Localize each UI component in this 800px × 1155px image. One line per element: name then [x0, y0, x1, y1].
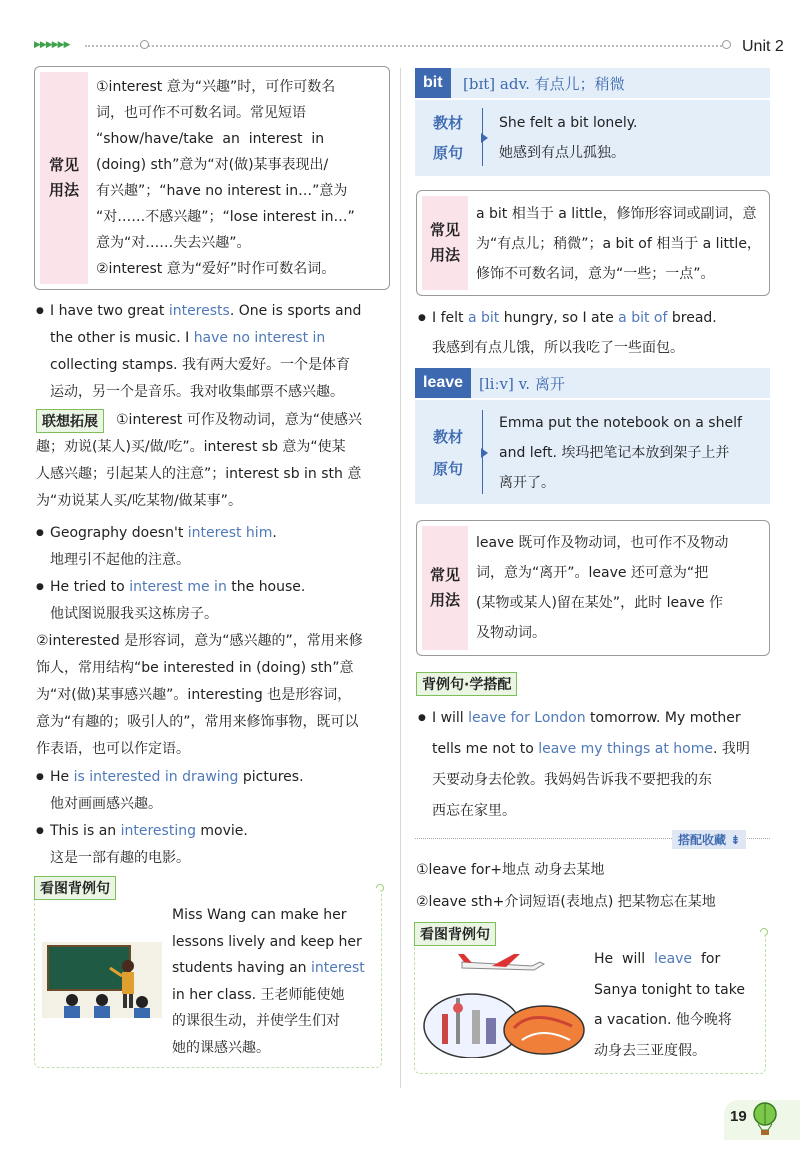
- header-rule: [85, 45, 725, 47]
- textbook-example-bit: [415, 100, 770, 176]
- memorize-tag: 背例句·学搭配: [416, 672, 517, 696]
- header-dot-icon: [140, 40, 149, 49]
- classroom-illustration: [42, 942, 162, 1018]
- usage-label: 常见 用法: [422, 526, 468, 650]
- usage-line: 词，也可作不可数名词。常见短语: [96, 105, 306, 121]
- usage-text-bit: a bit 相当于 a little，修饰形容词或副词，意 为“有点儿；稍微”；a bit of 相当于 a little， 修饰不可数名词，意为“一些；一点”。: [476, 206, 761, 282]
- header-arrows-icon: ▶▶▶▶▶▶: [34, 40, 70, 50]
- header-dot-icon: [722, 40, 731, 49]
- example-sentence: ● I will leave for London tomorrow. My mother tells me not to leave my things at home. 我明 天要动身去伦敦。我妈妈告诉我不要把我的东 西忘在家里。: [432, 703, 777, 827]
- pic-sentence: Miss Wang can make her lessons lively and keep her students having an interest in her class. 王老师能使她 的课很生动，并使学生们对 她的课感兴趣。: [172, 907, 365, 1056]
- assoc-text: ①interest 可作及物动词，意为“使感兴 趣；劝说(某人)买/做/吃”。interest sb 意为“使某 人感兴趣；引起某人的注意”；interest sb in sth 意 为“劝说某人买/吃某物/做某事”。: [36, 412, 362, 509]
- usage-line: “对……不感兴趣”；“lose interest in…”: [96, 209, 355, 225]
- example-sentence: ● Geography doesn't interest him. 地理引不起他的注意。: [50, 520, 395, 574]
- example-text: Emma put the notebook on a shelf and left. 埃玛把笔记本放到架子上并 离开了。: [499, 415, 742, 491]
- usage-label: 常见 用法: [422, 196, 468, 290]
- usage-line: 有兴趣”；“have no interest in…”意为: [96, 183, 348, 199]
- example-label: 原句: [433, 144, 464, 162]
- balloon-icon: [752, 1102, 778, 1140]
- arrow-icon: [481, 133, 488, 143]
- headword: leave: [415, 368, 471, 398]
- usage-label: 常见 用法: [40, 72, 88, 284]
- usage-line: ②interest 意为“爱好”时作可数名词。: [96, 261, 336, 277]
- headword-definition: [liːv] v. 离开: [479, 375, 565, 393]
- example-text: She felt a bit lonely. 她感到有点儿孤独。: [499, 115, 638, 161]
- usage-line: ①interest 意为“兴趣”时，可作可数名: [96, 79, 336, 95]
- note-interested: ②interested 是形容词，意为“感兴趣的”，常用来修 饰人，常用结构“be interested in (doing) sth”意 为“对(做)某事感兴趣”。interesting 也是形容词， 意为“有趣的；吸引人的”，常用来修饰事物，既可以 作表语，也可以作定语。: [36, 633, 363, 757]
- usage-text-leave: leave 既可作及物动词，也可作不及物动 词，意为“离开”。leave 还可意为“把 (某物或某人)留在某处”，此时 leave 作 及物动词。: [476, 535, 729, 641]
- assoc-tag: 联想拓展: [36, 409, 104, 433]
- collocation-item: ②leave sth+介词短语(表地点) 把某物忘在某地: [416, 894, 716, 910]
- example-label: 教材: [433, 114, 464, 132]
- usage-text-interest: [96, 74, 384, 282]
- pic-tag: 看图背例句: [414, 922, 496, 946]
- example-label: 教材: [433, 428, 464, 446]
- example-label: 原句: [433, 460, 464, 478]
- column-divider: [400, 68, 401, 1088]
- collocation-item: ①leave for+地点 动身去某地: [416, 862, 605, 878]
- usage-line: 意为“对……失去兴趣”。: [96, 235, 251, 251]
- pic-tag: 看图背例句: [34, 876, 116, 900]
- page-number: 19: [730, 1108, 747, 1125]
- example-sentence: ● He tried to interest me in the house. 他试图说服我买这栋房子。: [50, 574, 395, 628]
- headword-definition: [bɪt] adv. 有点儿；稍微: [463, 75, 625, 93]
- example-sentence: ● I have two great interests. One is sports and the other is music. I have no interest in collecting stamps. 我有两大爱好。一个是体育 运动，另一个是音乐。我对收集邮票不感兴趣。: [50, 298, 395, 406]
- collocation-list: [416, 854, 776, 918]
- example-sentence: ● He is interested in drawing pictures. 他对画画感兴趣。: [50, 764, 395, 818]
- example-sentence: ● I felt a bit hungry, so I ate a bit of bread. 我感到有点儿饿，所以我吃了一些面包。: [432, 303, 777, 363]
- headword: bit: [415, 68, 451, 98]
- textbook-example-leave: [415, 400, 770, 504]
- usage-line: “show/have/take an interest in: [96, 131, 325, 147]
- collect-tag: 搭配收藏 ⇟: [672, 830, 746, 849]
- word-banner-leave: [415, 368, 770, 398]
- arrow-icon: [481, 448, 488, 458]
- usage-line: (doing) sth”意为“对(做)某事表现出/: [96, 157, 329, 173]
- unit-title: Unit 2: [742, 38, 784, 55]
- word-banner-bit: [415, 68, 770, 98]
- pic-sentence: He will leave for Sanya tonight to take a vacation. 他今晚将 动身去三亚度假。: [594, 951, 745, 1059]
- example-sentence: ● This is an interesting movie. 这是一部有趣的电影。: [50, 818, 395, 872]
- travel-illustration: [422, 948, 588, 1058]
